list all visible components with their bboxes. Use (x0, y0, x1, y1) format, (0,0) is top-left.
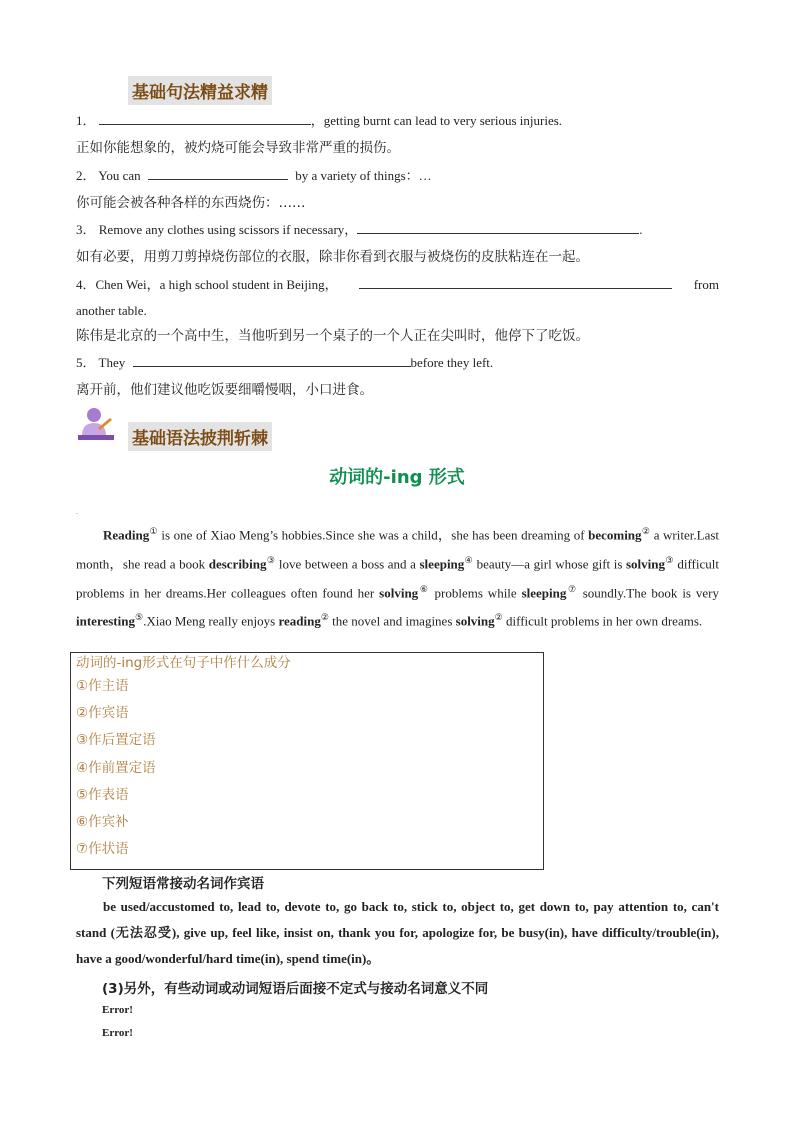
grammar-topic-title: 动词的-ing 形式 (329, 467, 465, 488)
exercise-text: before they left. (410, 355, 494, 370)
ing-form-word: becoming (588, 527, 642, 543)
note-line: (3)另外，有些动词或动词短语后面接不定式与接动名词意义不同 (102, 981, 489, 997)
exercise-text: Chen Wei，a high school student in Beijing， (95, 277, 338, 292)
exercise-number: 3． (76, 222, 96, 237)
answer-blank[interactable] (359, 276, 672, 289)
ing-form-word: reading (278, 613, 321, 629)
ing-form-word: solving (626, 556, 666, 572)
box-title: 动词的-ing形式在句子中作什么成分 (76, 655, 291, 671)
exercise-number: 1． (76, 113, 96, 128)
translation-4: 陈伟是北京的一个高中生，当他听到另一个桌子的一个人正在尖叫时，他停下了吃饭。 (76, 328, 589, 344)
section-title-grammar: 基础语法披荆斩棘 (128, 422, 272, 451)
paragraph-text: a writer.Last month，she read a book (76, 527, 720, 572)
circled-marker: ⑤ (134, 612, 144, 623)
error-text-1: Error! (102, 1004, 133, 1016)
example-paragraph (76, 519, 719, 634)
exercise-4-continued: another table. (76, 303, 147, 318)
exercise-text: by a variety of things：… (295, 168, 432, 183)
circled-marker: ② (494, 612, 503, 623)
circled-marker: ③ (266, 554, 276, 565)
exercise-text: ，getting burnt can lead to very serious injuries. (310, 113, 563, 128)
exercise-2 (76, 167, 432, 185)
circled-marker: ② (320, 612, 329, 623)
paragraph-text: beauty—a girl whose gift is (473, 556, 626, 572)
exercise-1 (76, 112, 562, 130)
translation-3: 如有必要，用剪刀剪掉烧伤部位的衣服，除非你看到衣服与被烧伤的皮肤粘连在一起。 (76, 249, 589, 265)
stray-dot: . (76, 507, 78, 516)
circled-marker: ⑦ (566, 583, 578, 594)
section-title-syntax: 基础句法精益求精 (128, 76, 272, 105)
circled-marker: ② (641, 526, 651, 536)
exercise-number: 2． (76, 168, 96, 183)
exercise-text: . (639, 222, 643, 237)
ing-form-word: sleeping (521, 584, 567, 600)
answer-blank[interactable] (357, 221, 639, 234)
teacher-icon (76, 406, 116, 442)
translation-1: 正如你能想象的，被灼烧可能会导致非常严重的损伤。 (76, 140, 400, 156)
ing-form-word: sleeping (419, 556, 465, 572)
exercise-4 (76, 276, 719, 294)
usage-item: ⑦作状语 (76, 841, 129, 858)
usage-box (70, 652, 544, 870)
box-items (71, 673, 543, 863)
exercise-text: Remove any clothes using scissors if necessary， (98, 222, 358, 237)
ing-form-word: Reading (103, 527, 150, 543)
exercise-text: You can (98, 168, 141, 183)
paragraph-text: is one of Xiao Meng’s hobbies.Since she was a child，she has been dreaming of (157, 527, 589, 543)
paragraph-text: love between a boss and a (275, 556, 420, 572)
exercise-3 (76, 221, 643, 239)
exercise-5 (76, 354, 493, 372)
usage-item: ③作后置定语 (76, 732, 156, 749)
paragraph-text: difficult problems in her dreams.Her colleagues often found her (76, 556, 719, 600)
paragraph-text: .Xiao Meng really enjoys (143, 613, 279, 629)
circled-marker: ③ (665, 554, 674, 565)
usage-item: ①作主语 (76, 678, 129, 694)
exercise-number: 5． (76, 355, 96, 370)
usage-item: ②作宾语 (76, 705, 129, 722)
answer-blank[interactable] (133, 354, 411, 367)
ing-form-word: solving (379, 584, 419, 600)
circled-marker: ④ (464, 554, 474, 565)
answer-blank[interactable] (99, 112, 311, 125)
exercise-text: They (98, 355, 126, 370)
circled-marker: ⑥ (418, 583, 430, 594)
error-text-2: Error! (102, 1027, 133, 1039)
ing-form-word: solving (455, 613, 495, 629)
paragraph-text: the novel and imagines (328, 613, 456, 629)
usage-item: ⑥作宾补 (76, 814, 129, 831)
exercise-number: 4． (76, 277, 96, 292)
paragraph-text: difficult problems in her own dreams. (502, 613, 703, 629)
phrases-title: 下列短语常接动名词作宾语 (102, 876, 264, 892)
translation-2: 你可能会被各种各样的东西烧伤：…… (76, 195, 306, 211)
usage-item: ④作前置定语 (76, 759, 156, 776)
circled-marker: ① (149, 526, 158, 536)
ing-form-word: describing (208, 556, 267, 572)
ing-form-word: interesting (76, 613, 135, 629)
paragraph-text: soundly.The book is very (577, 584, 720, 600)
answer-blank[interactable] (148, 167, 288, 180)
exercise-text: from (693, 277, 719, 292)
paragraph-text: problems while (429, 584, 522, 600)
usage-item: ⑤作表语 (76, 786, 129, 803)
phrases-list: be used/accustomed to, lead to, devote to, go back to, stick to, object to, get down to, pay attention to, can't stand (无法忍受), give up, feel like, insist on, thank you for, apologize for, be busy(in), have difficulty/trouble(in), have a good/wonderful/hard time(in), spend time(in)。 (76, 899, 719, 966)
translation-5: 离开前，他们建议他吃饭要细嚼慢咽，小口进食。 (76, 382, 373, 398)
